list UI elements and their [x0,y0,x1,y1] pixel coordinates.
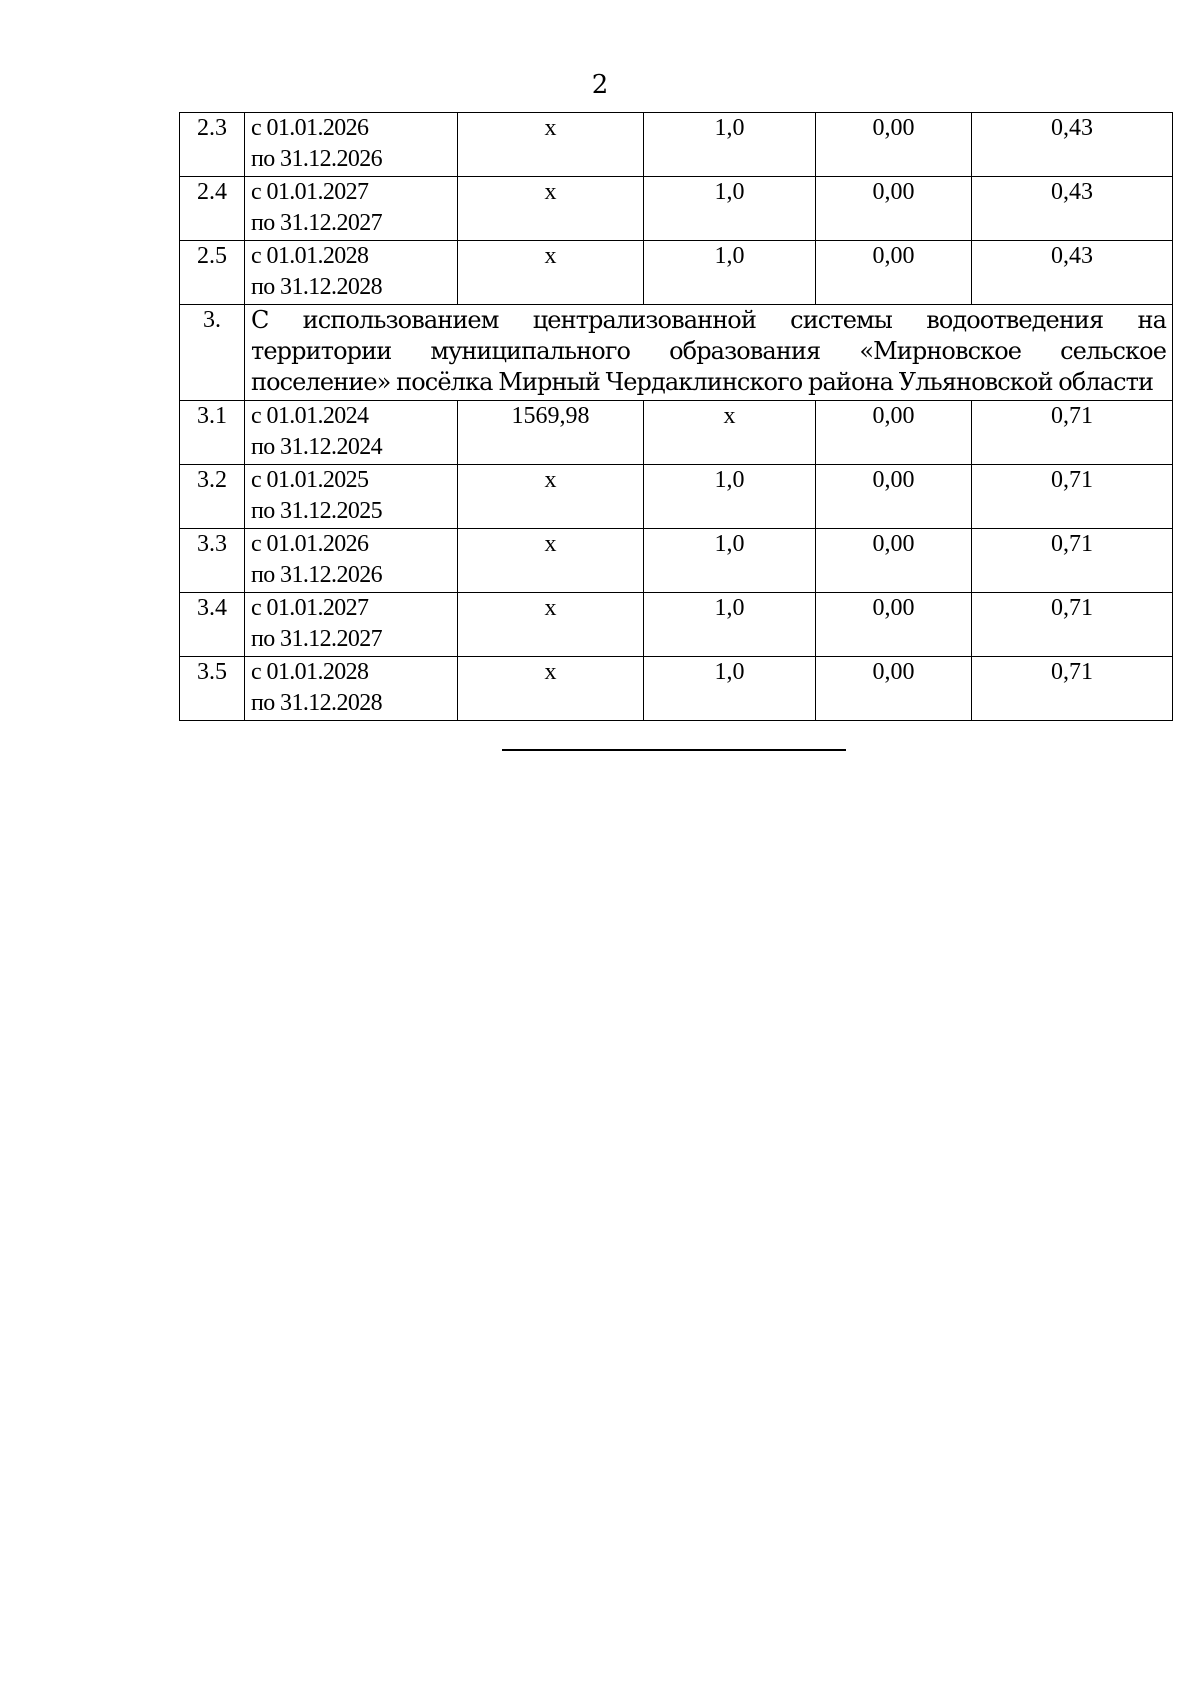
value-cell-2: 1,0 [644,657,816,721]
period-cell [245,529,458,593]
value-cell-2: 1,0 [644,177,816,241]
row-number: 3. [180,305,245,401]
period-from: с 01.01.2027 [251,595,369,621]
value-cell-1: х [458,177,644,241]
value-cell-3: 0,00 [816,593,972,657]
value-cell-3: 0,00 [816,529,972,593]
table-row [180,529,1173,593]
value-cell-4: 0,43 [972,177,1173,241]
table-row [180,241,1173,305]
row-number: 3.1 [180,401,245,465]
row-number: 3.4 [180,593,245,657]
value-cell-3: 0,00 [816,401,972,465]
period-from: с 01.01.2027 [251,179,369,205]
table-row [180,113,1173,177]
value-cell-3: 0,00 [816,657,972,721]
period-from: с 01.01.2026 [251,115,369,141]
value-cell-2: 1,0 [644,529,816,593]
period-to: по 31.12.2027 [251,626,383,652]
value-cell-4: 0,71 [972,465,1173,529]
period-cell [245,657,458,721]
value-cell-3: 0,00 [816,113,972,177]
value-cell-2: 1,0 [644,593,816,657]
period-cell [245,113,458,177]
value-cell-1: х [458,657,644,721]
period-from: с 01.01.2028 [251,243,369,269]
row-number: 2.3 [180,113,245,177]
period-to: по 31.12.2026 [251,146,383,172]
table-row [180,657,1173,721]
value-cell-4: 0,71 [972,401,1173,465]
period-to: по 31.12.2026 [251,562,383,588]
table-section-row [180,305,1173,401]
value-cell-2: 1,0 [644,241,816,305]
period-from: с 01.01.2025 [251,467,369,493]
table-row [180,177,1173,241]
period-to: по 31.12.2028 [251,274,383,300]
period-cell [245,465,458,529]
value-cell-1: х [458,113,644,177]
tariff-table-body [180,113,1173,721]
period-from: с 01.01.2024 [251,403,369,429]
value-cell-2: 1,0 [644,113,816,177]
period-cell [245,401,458,465]
period-from: с 01.01.2026 [251,531,369,557]
table-row [180,465,1173,529]
value-cell-1: х [458,241,644,305]
value-cell-3: 0,00 [816,241,972,305]
period-to: по 31.12.2028 [251,690,383,716]
period-to: по 31.12.2024 [251,434,383,460]
value-cell-4: 0,71 [972,657,1173,721]
period-from: с 01.01.2028 [251,659,369,685]
value-cell-1: 1569,98 [458,401,644,465]
value-cell-1: х [458,593,644,657]
table-row [180,401,1173,465]
value-cell-2: 1,0 [644,465,816,529]
period-cell [245,593,458,657]
tariff-table [179,112,1173,721]
period-cell [245,177,458,241]
period-to: по 31.12.2025 [251,498,383,524]
value-cell-2: х [644,401,816,465]
section-title: С использованием централизованной системы водоотведения на территории муниципального образования «Мирновское сельское поселение» посёлка Мирный Чердаклинского района Ульяновской области [245,305,1173,401]
value-cell-3: 0,00 [816,465,972,529]
row-number: 2.5 [180,241,245,305]
value-cell-4: 0,43 [972,241,1173,305]
period-to: по 31.12.2027 [251,210,383,236]
value-cell-1: х [458,529,644,593]
value-cell-4: 0,71 [972,593,1173,657]
closing-rule [502,749,846,751]
value-cell-1: х [458,465,644,529]
value-cell-4: 0,43 [972,113,1173,177]
row-number: 3.5 [180,657,245,721]
value-cell-3: 0,00 [816,177,972,241]
period-cell [245,241,458,305]
table-row [180,593,1173,657]
row-number: 3.3 [180,529,245,593]
value-cell-4: 0,71 [972,529,1173,593]
row-number: 3.2 [180,465,245,529]
row-number: 2.4 [180,177,245,241]
page-number: 2 [591,70,609,100]
